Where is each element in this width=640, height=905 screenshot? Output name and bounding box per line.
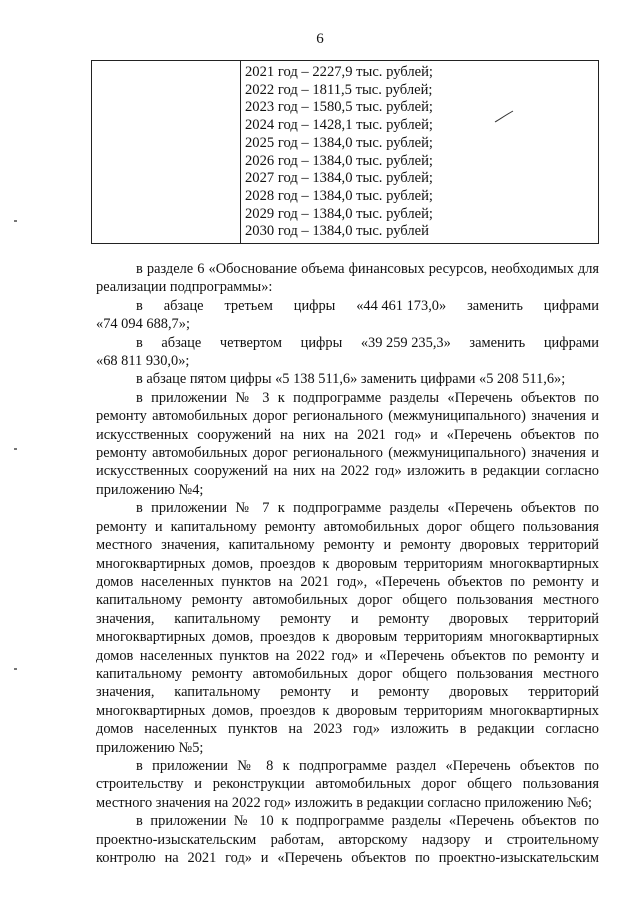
para4-second-line: «68 811 930,0»; — [96, 353, 190, 370]
appendix7-paragraph: в приложении № 7 к подпрограмме разделы «Перечень объектов по ремонту и капитальному ремонту автомобильных дорог общего пользования местного значения, капитальному ремонту и ремонту дворовых территорий многоквартирных домов, проездов к дворовым территориям многоквартирных домов населенных пунктов на 2021 год», «Перечень объектов по ремонту и капитальному ремонту автомобильных дорог общего пользования местного значения, капитальному ремонту и ремонту дворовых территорий многоквартирных домов, проездов к дворовым территориям многоквартирных домов населенных пунктов на 2022 год» и «Перечень объектов по ремонту и капитальному ремонту автомобильных дорог общего пользования местного значения, капитальному ремонту и ремонту дворовых территорий многоквартирных домов, проездов к дворовым территориям многоквартирных домов населенных пунктов на 2023 год» изложить в редакции согласно приложению №5; — [96, 500, 599, 756]
margin-scan-mark — [14, 668, 17, 670]
funding-year-line: 2030 год – 1384,0 тыс. рублей — [245, 223, 429, 240]
funding-year-line: 2024 год – 1428,1 тыс. рублей; — [245, 117, 433, 134]
funding-years-cell — [245, 64, 433, 241]
funding-year-line: 2027 год – 1384,0 тыс. рублей; — [245, 170, 433, 187]
para3-second-line: «74 094 688,7»; — [96, 316, 190, 333]
word: «39 259 235,3» — [360, 334, 451, 351]
pen-stroke-mark — [494, 110, 514, 124]
funding-table — [91, 60, 599, 244]
word: четвертом — [219, 334, 283, 351]
funding-year-line: 2023 год – 1580,5 тыс. рублей; — [245, 99, 433, 116]
word: цифры — [300, 334, 343, 351]
appendix3-paragraph: в приложении № 3 к подпрограмме разделы «Перечень объектов по ремонту автомобильных дорог регионального (межмуниципального) значения и искусственных сооружений на них на 2021 год» и «Перечень объектов по ремонту автомобильных дорог регионального (межмуниципального) значения и искусственных сооружений на них на 2022 год» изложить в редакции согласно приложению №4; — [96, 389, 599, 498]
word: цифрами — [543, 334, 599, 351]
word: третьем — [224, 297, 273, 314]
word: «44 461 173,0» — [356, 297, 447, 314]
table-column-divider — [240, 61, 241, 243]
word: в — [136, 297, 143, 314]
funding-year-line: 2029 год – 1384,0 тыс. рублей; — [245, 205, 433, 222]
page-number: 6 — [316, 31, 324, 47]
para5-paragraph: в абзаце пятом цифры «5 138 511,6» заменить цифрами «5 208 511,6»; — [136, 371, 566, 388]
word: цифры — [293, 297, 336, 314]
word: заменить — [467, 297, 523, 314]
funding-year-line: 2025 год – 1384,0 тыс. рублей; — [245, 134, 433, 151]
section6-intro-paragraph: в разделе 6 «Обоснование объема финансовых ресурсов, необходимых для реализации подпрограммы»: — [96, 261, 599, 296]
funding-year-line: 2021 год – 2227,9 тыс. рублей; — [245, 64, 433, 80]
funding-year-line: 2022 год – 1811,5 тыс. рублей; — [245, 81, 433, 98]
word: заменить — [469, 334, 526, 351]
word: в — [136, 334, 143, 351]
funding-year-line: 2026 год – 1384,0 тыс. рублей; — [245, 152, 433, 169]
para4-first-line — [96, 334, 599, 352]
appendix8-paragraph: в приложении № 8 к подпрограмме раздел «Перечень объектов по строительству и реконструкции автомобильных дорог общего пользования местного значения на 2022 год» изложить в редакции согласно приложению №6; — [96, 757, 599, 811]
word: абзаце — [163, 297, 204, 314]
document-body — [96, 260, 599, 867]
funding-year-line: 2028 год – 1384,0 тыс. рублей; — [245, 187, 433, 204]
word: цифрами — [543, 297, 599, 314]
word: абзаце — [161, 334, 202, 351]
margin-scan-mark — [14, 220, 17, 222]
margin-scan-mark — [14, 448, 17, 450]
appendix10-paragraph: в приложении № 10 к подпрограмме разделы «Перечень объектов по проектно-изыскательским работам, авторскому надзору и строительному контролю на 2021 год» и «Перечень объектов по проектно-изыскательским — [96, 813, 599, 866]
para3-first-line — [96, 297, 599, 315]
